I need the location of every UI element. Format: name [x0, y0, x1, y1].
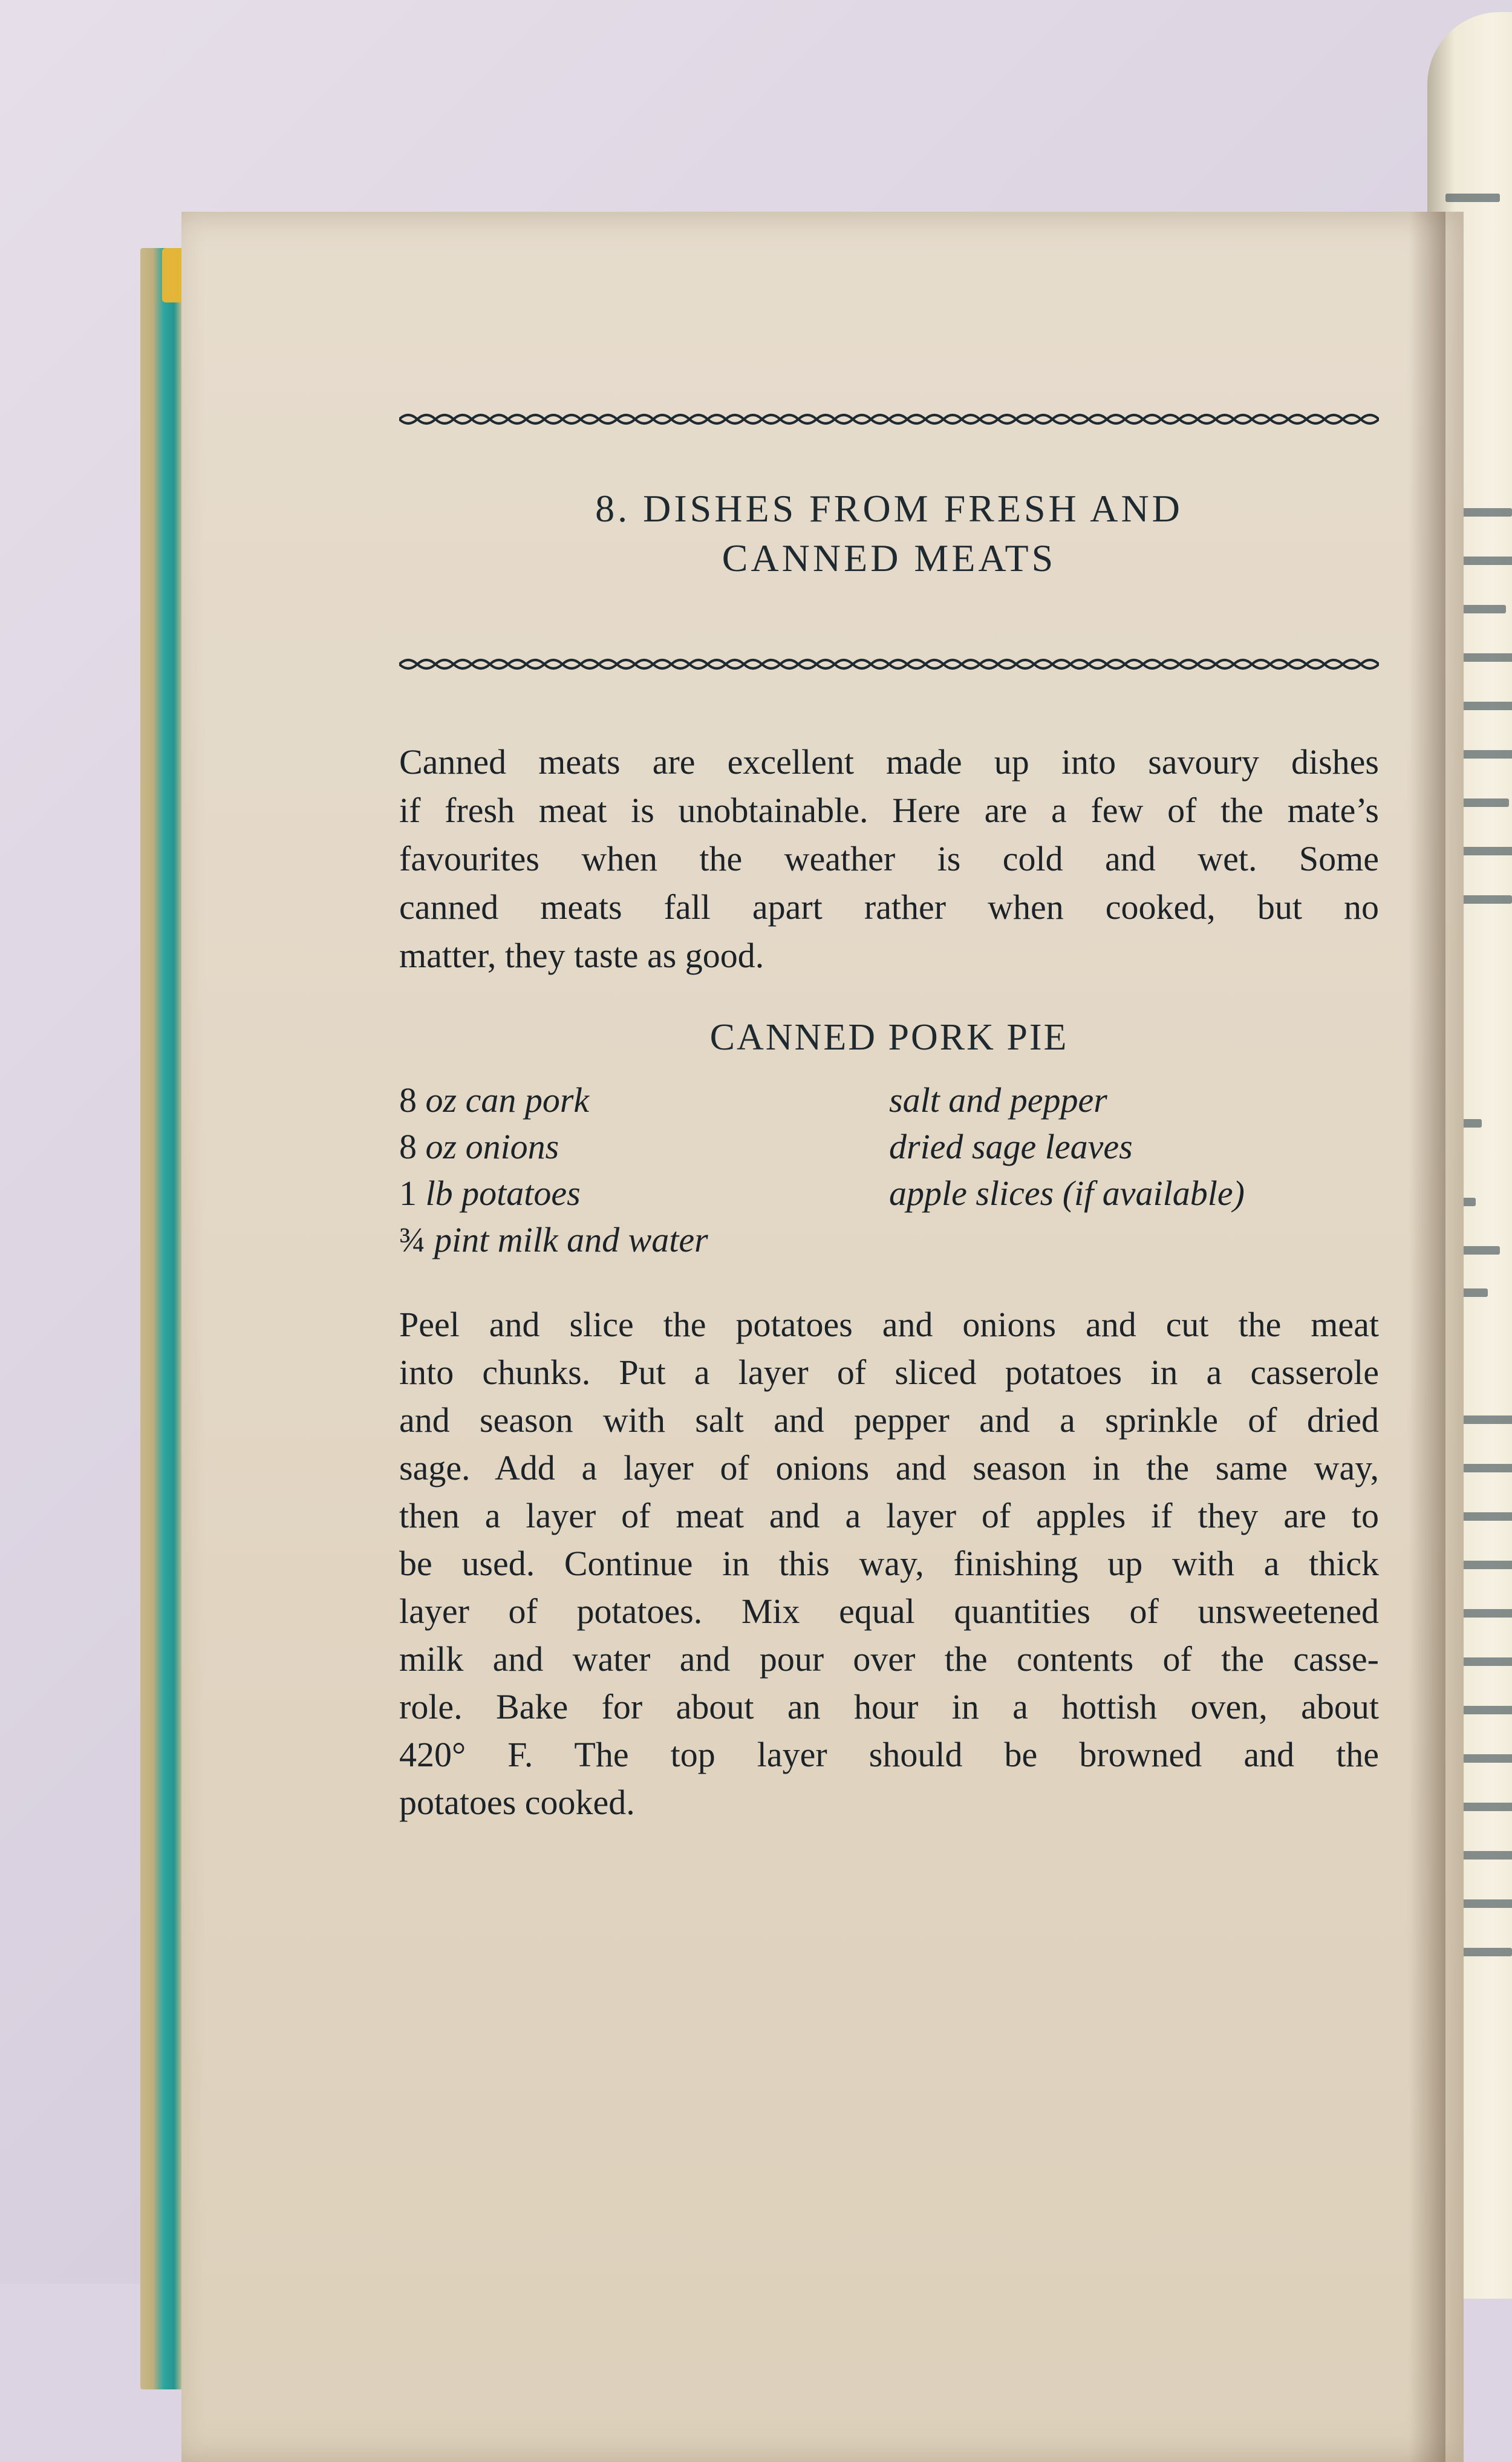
method-line: then a layer of meat and a layer of apples if they are to	[399, 1496, 1379, 1535]
ingredient-item: 8 oz can pork	[399, 1080, 590, 1120]
recipe-title: CANNED PORK PIE	[709, 1017, 1069, 1058]
method-line: sage. Add a layer of onions and season in the same way,	[399, 1448, 1379, 1487]
method-line: layer of potatoes. Mix equal quantities of unsweetened	[399, 1592, 1379, 1631]
ingredient-item: dried sage leaves	[889, 1127, 1133, 1166]
method-line: and season with salt and pepper and a sprinkle of dried	[399, 1400, 1379, 1440]
method-line: 420° F. The top layer should be browned and the	[399, 1735, 1379, 1774]
chapter-title-line-1: 8. DISHES FROM FRESH AND	[595, 487, 1183, 530]
ingredient-item: 8 oz onions	[399, 1127, 559, 1166]
method-line: Peel and slice the potatoes and onions and cut the meat	[399, 1305, 1379, 1344]
method-line: potatoes cooked.	[399, 1783, 635, 1822]
method-line: be used. Continue in this way, finishing up with a thick	[399, 1544, 1379, 1583]
method-paragraph	[399, 1301, 1379, 1826]
intro-paragraph	[399, 738, 1379, 980]
ingredient-item: 1 lb potatoes	[399, 1174, 581, 1213]
chapter-title-line-2: CANNED MEATS	[722, 537, 1057, 580]
intro-line: favourites when the weather is cold and wet. Some	[399, 839, 1379, 878]
ingredients-list-left	[399, 1077, 835, 1263]
method-line: into chunks. Put a layer of sliced potatoes in a casserole	[399, 1353, 1379, 1392]
intro-line: canned meats fall apart rather when cooked, but no	[399, 887, 1379, 927]
intro-line: if fresh meat is unobtainable. Here are a few of the mate’s	[399, 791, 1379, 830]
intro-line: Canned meats are excellent made up into savoury dishes	[399, 742, 1379, 782]
ingredient-item: apple slices (if available)	[889, 1174, 1245, 1213]
method-line: milk and water and pour over the contents of the casse-	[399, 1639, 1379, 1679]
ingredient-item: ¾ pint milk and water	[399, 1220, 708, 1259]
page-gutter-shadow	[1409, 212, 1445, 2462]
method-line: role. Bake for about an hour in a hottish oven, about	[399, 1687, 1379, 1726]
ingredient-item: salt and pepper	[889, 1080, 1107, 1120]
bottom-ornament-divider	[399, 653, 1379, 675]
top-ornament-divider	[399, 408, 1379, 430]
intro-line: matter, they taste as good.	[399, 936, 764, 975]
chapter-title	[399, 484, 1379, 583]
book-cover-spine	[140, 248, 183, 2389]
ingredients-list-right	[889, 1077, 1385, 1216]
